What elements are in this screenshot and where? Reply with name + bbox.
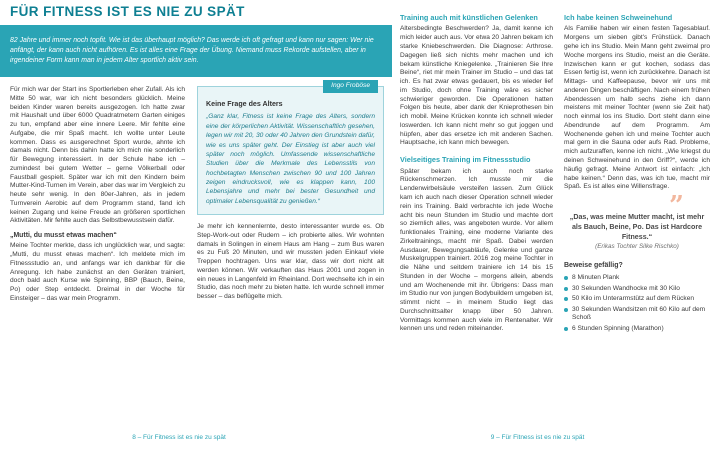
body-paragraph: Für mich war der Start ins Sportlerleben eher Zufall. Als ich Mitte 50 war, war ich nicht besonders glücklich. Meine beiden Kinder waren bereits ausgezogen. Ich hatte zwar mit Haushalt und über 6000 Quadratmetern Garten einiges zu tun, empfand aber eine innere Leere. Mir fehlte eine Aufgabe, die mir Spaß macht. Ich wollte unter Leute kommen. Dass es ausgerechnet Sport wurde, ahnte ich damals nicht. Denn bis dahin hatte ich mich nie sonderlich für Bewegung interessiert. In der Schule habe ich – zumindest bei gutem Wetter – gerne Völkerball oder Faustball gespielt. Später war ich mit den Kindern beim Mutter-Kind-Turnen im Verein, aber das war im Vergleich zu heute sehr wenig. In den 80er-Jahren, als in jedem Turnverein Aerobic auf dem Programm stand, fand ich keinen Zugang und keine Freude an größeren sportlichen Aktivitäten. Mir fehlte auch das Selbstbewusstsein dafür. xyxy=(10,86,185,225)
section-heading-schweinehund: Ich habe keinen Schweinehund xyxy=(564,13,673,22)
list-item-text: 8 Minuten Plank xyxy=(572,273,620,281)
proof-list xyxy=(564,274,710,333)
pull-quote-attribution: (Erikas Tochter Silke Rischko) xyxy=(595,243,679,251)
bullet-dot-icon xyxy=(564,327,568,331)
body-paragraph: Später bekam ich auch noch starke Rückenschmerzen. Ich musste mir die Lendenwirbelsäule versteifen lassen. Zum Glück kam ich auch nach dieser Operation schnell wieder rein ins Training. Bald verbrachte ich jede Woche acht bis neun Stunden im Studio und machte dort so ziemlich alles, was angeboten wurde. Vor allem funktionales Training, eine moderne Variante des Zirkeltrainings, macht mir Spaß. Dabei werden Ausdauer, Bewegungsabläufe, Gelenke und ganze Muskelgruppen trainiert. 2016 zog meine Tochter in die Nähe und seitdem trainiere ich 14 bis 15 Stunden in der Woche – morgens allein, abends und am Wochenende mit ihr. Übrigens: Dass man im Studio nur von jungen Bodybuildern umgeben ist, stimmt nicht – in meinem Studio liegt das Durchschnittsalter knapp über 50 Jahren. Vormittags kommen auch viele im Rentenalter. Wir kennen uns und reden miteinander. xyxy=(400,167,553,333)
callout-title: Keine Frage des Alters xyxy=(206,100,283,108)
intro-text: 82 Jahre und immer noch topfit. Wie ist das überhaupt möglich? Das werde ich oft gefragt und kann nur sagen: Wer nie anfängt, der kann auch nicht aufhören. Es ist alles eine Frage der Übung. Niemand muss Rekorde aufstellen, aber in irgendeiner Form kann man in jedem Alter sportlich aktiv sein. xyxy=(10,37,374,64)
pull-quote xyxy=(564,191,710,252)
body-paragraph: Meine Tochter merkte, dass ich unglücklich war, und sagte: „Mutti, du musst etwas machen“. Ich meldete mich im Fitnessstudio an, und anfangs war ich dankbar für die Anregung. Ich habe zunächst an den Geräten trainiert, doch bald auch Kurse wie Spinning, BBP (Bauch, Beine, Po) oder Step entdeckt. Dreimal in der Woche für Einsteiger – das war mein Programm. xyxy=(10,242,185,303)
column-4 xyxy=(564,13,710,336)
body-paragraph: Als Familie haben wir einen festen Tagesablauf. Morgens um sieben gibt's Frühstück. Danach gehe ich ins Studio. Mein Mann geht zweimal pro Woche morgens ins Studio, meist an die Geräte. Inzwischen kann er gut kochen, sodass das Essen fertig ist, wenn ich zurückkehre. Danach ist Mittags- und Kaffeepause, bevor wir uns mit anderen Dingen beschäftigen. Nach einem frühen Abendessen um halb sechs ziehe ich dann meistens mit meiner Tochter (wenn sie Zeit hat) noch einmal los ins Studio. Dort steht dann eine Abendrunde auf dem Programm. Am Wochenende gehen ich und meine Tochter auch mal gern in die Sauna oder aufs Rad. Probleme, mich aufzuraffen, kenne ich nicht. „Wie kriegst du deinen Schweinehund in den Griff?“, werde ich häufig gefragt. Meine Antwort ist einfach: „Ich habe keinen.“ Denn das, was ich tue, macht mir Spaß. Es ist alles eine Willensfrage. xyxy=(564,25,710,191)
body-paragraph: Je mehr ich kennenlernte, desto interessanter wurde es. Ob Step-Work-out oder Rudern – ich probierte alles. Wir wohnten damals in Solingen in einem Haus am Hang – zum Bus waren es zu Fuß 20 Minuten, und wir mussten jeden Einkauf viele Treppen hochtragen. Uns war klar, dass wir dort nicht alt werden können. Wir verkauften das Haus 2001 und zogen in ein neues in Langenfeld im Rheinland. Dort wechselte ich in ein Studio, das noch mehr zu bieten hatte. Ich wurde schnell immer besser – das beflügelte mich. xyxy=(197,223,384,301)
list-item xyxy=(564,274,710,282)
footer-page-8: 8 – Für Fitness ist es nie zu spät xyxy=(132,434,226,441)
page-title: FÜR FITNESS IST ES NIE ZU SPÄT xyxy=(10,4,245,19)
body-paragraph: Altersbedingte Beschwerden? Ja, damit kenne ich mich leider auch aus. Vor etwa 20 Jahren bekam ich starke Kniebeschwerden. Die Diagnose: Arthrose. Dagegen ließ sich nichts mehr machen und ich bekam künstliche Kniegelenke. „Trainieren Sie Ihre Beine“, riet mir mein Trainer im Studio – und das tat ich. Es hat zwar etwas gedauert, bis es wieder lief im Studio, doch ohne Training wäre es sicher schwieriger geworden. Die Operationen hatten Folgen bis heute, aber dank der Knieprothesen bin ich mobil. Meine Krücken konnte ich schnell wieder loswerden. Ich kann nicht mehr so gut joggen und hüpfen, aber das ersetze ich mit anderen Sachen. Hauptsache, ich kann mich bewegen. xyxy=(400,25,553,147)
section-heading-training: Vielseitiges Training im Fitnessstudio xyxy=(400,155,531,165)
expert-callout-box xyxy=(197,82,384,215)
section-heading-gelenke: Training auch mit künstlichen Gelenken xyxy=(400,13,538,22)
list-item xyxy=(564,325,710,333)
quote-marks-icon: ” xyxy=(669,191,684,222)
subheading-mutti: „Mutti, du musst etwas machen“ xyxy=(10,232,117,240)
callout-text: „Ganz klar, Fitness ist keine Frage des Alters, sondern eine der körperlichen Aktivität. Wissenschaftlich gesehen, legen wir mit 20, 30 oder 40 Jahren den Grundstein dafür, wie es uns später geht. Der Einstieg ist aber auch viel später noch möglich. Umfassende wissenschaftliche Studien über die Merkmale des Lebensstils von hochbetagten Menschen zwischen 90 und 100 Jahren zeigen eindrucksvoll, wie es klappen kann, 100 Lebensjahre und mehr bei bester Gesundheit und optimaler Lebensqualität zu genießen.“ xyxy=(206,113,375,205)
column-1 xyxy=(10,86,185,304)
bullet-dot-icon xyxy=(564,308,568,312)
bullet-dot-icon xyxy=(564,287,568,291)
column-3 xyxy=(400,13,553,334)
list-item-text: 6 Stunden Spinning (Marathon) xyxy=(572,325,664,333)
author-tag: Ingo Froböse xyxy=(323,80,378,93)
list-item xyxy=(564,306,710,322)
list-item xyxy=(564,295,710,303)
intro-band xyxy=(0,25,392,77)
list-item xyxy=(564,285,710,293)
list-item-text: 50 Kilo im Unterarmstütz auf dem Rücken xyxy=(572,295,695,303)
list-item-text: 30 Sekunden Wandsitzen mit 60 Kilo auf dem Schoß xyxy=(572,306,706,322)
pull-quote-text: „Das, was meine Mutter macht, ist mehr als Bauch, Beine, Po. Das ist Hardcore Fitness.“ xyxy=(569,213,705,242)
bullet-dot-icon xyxy=(564,297,568,301)
bullet-dot-icon xyxy=(564,276,568,280)
list-item-text: 30 Sekunden Wandhocke mit 30 Kilo xyxy=(572,284,680,292)
column-2 xyxy=(197,80,384,302)
proof-heading: Beweise gefällig? xyxy=(564,261,623,269)
footer-page-9: 9 – Für Fitness ist es nie zu spät xyxy=(490,434,585,441)
